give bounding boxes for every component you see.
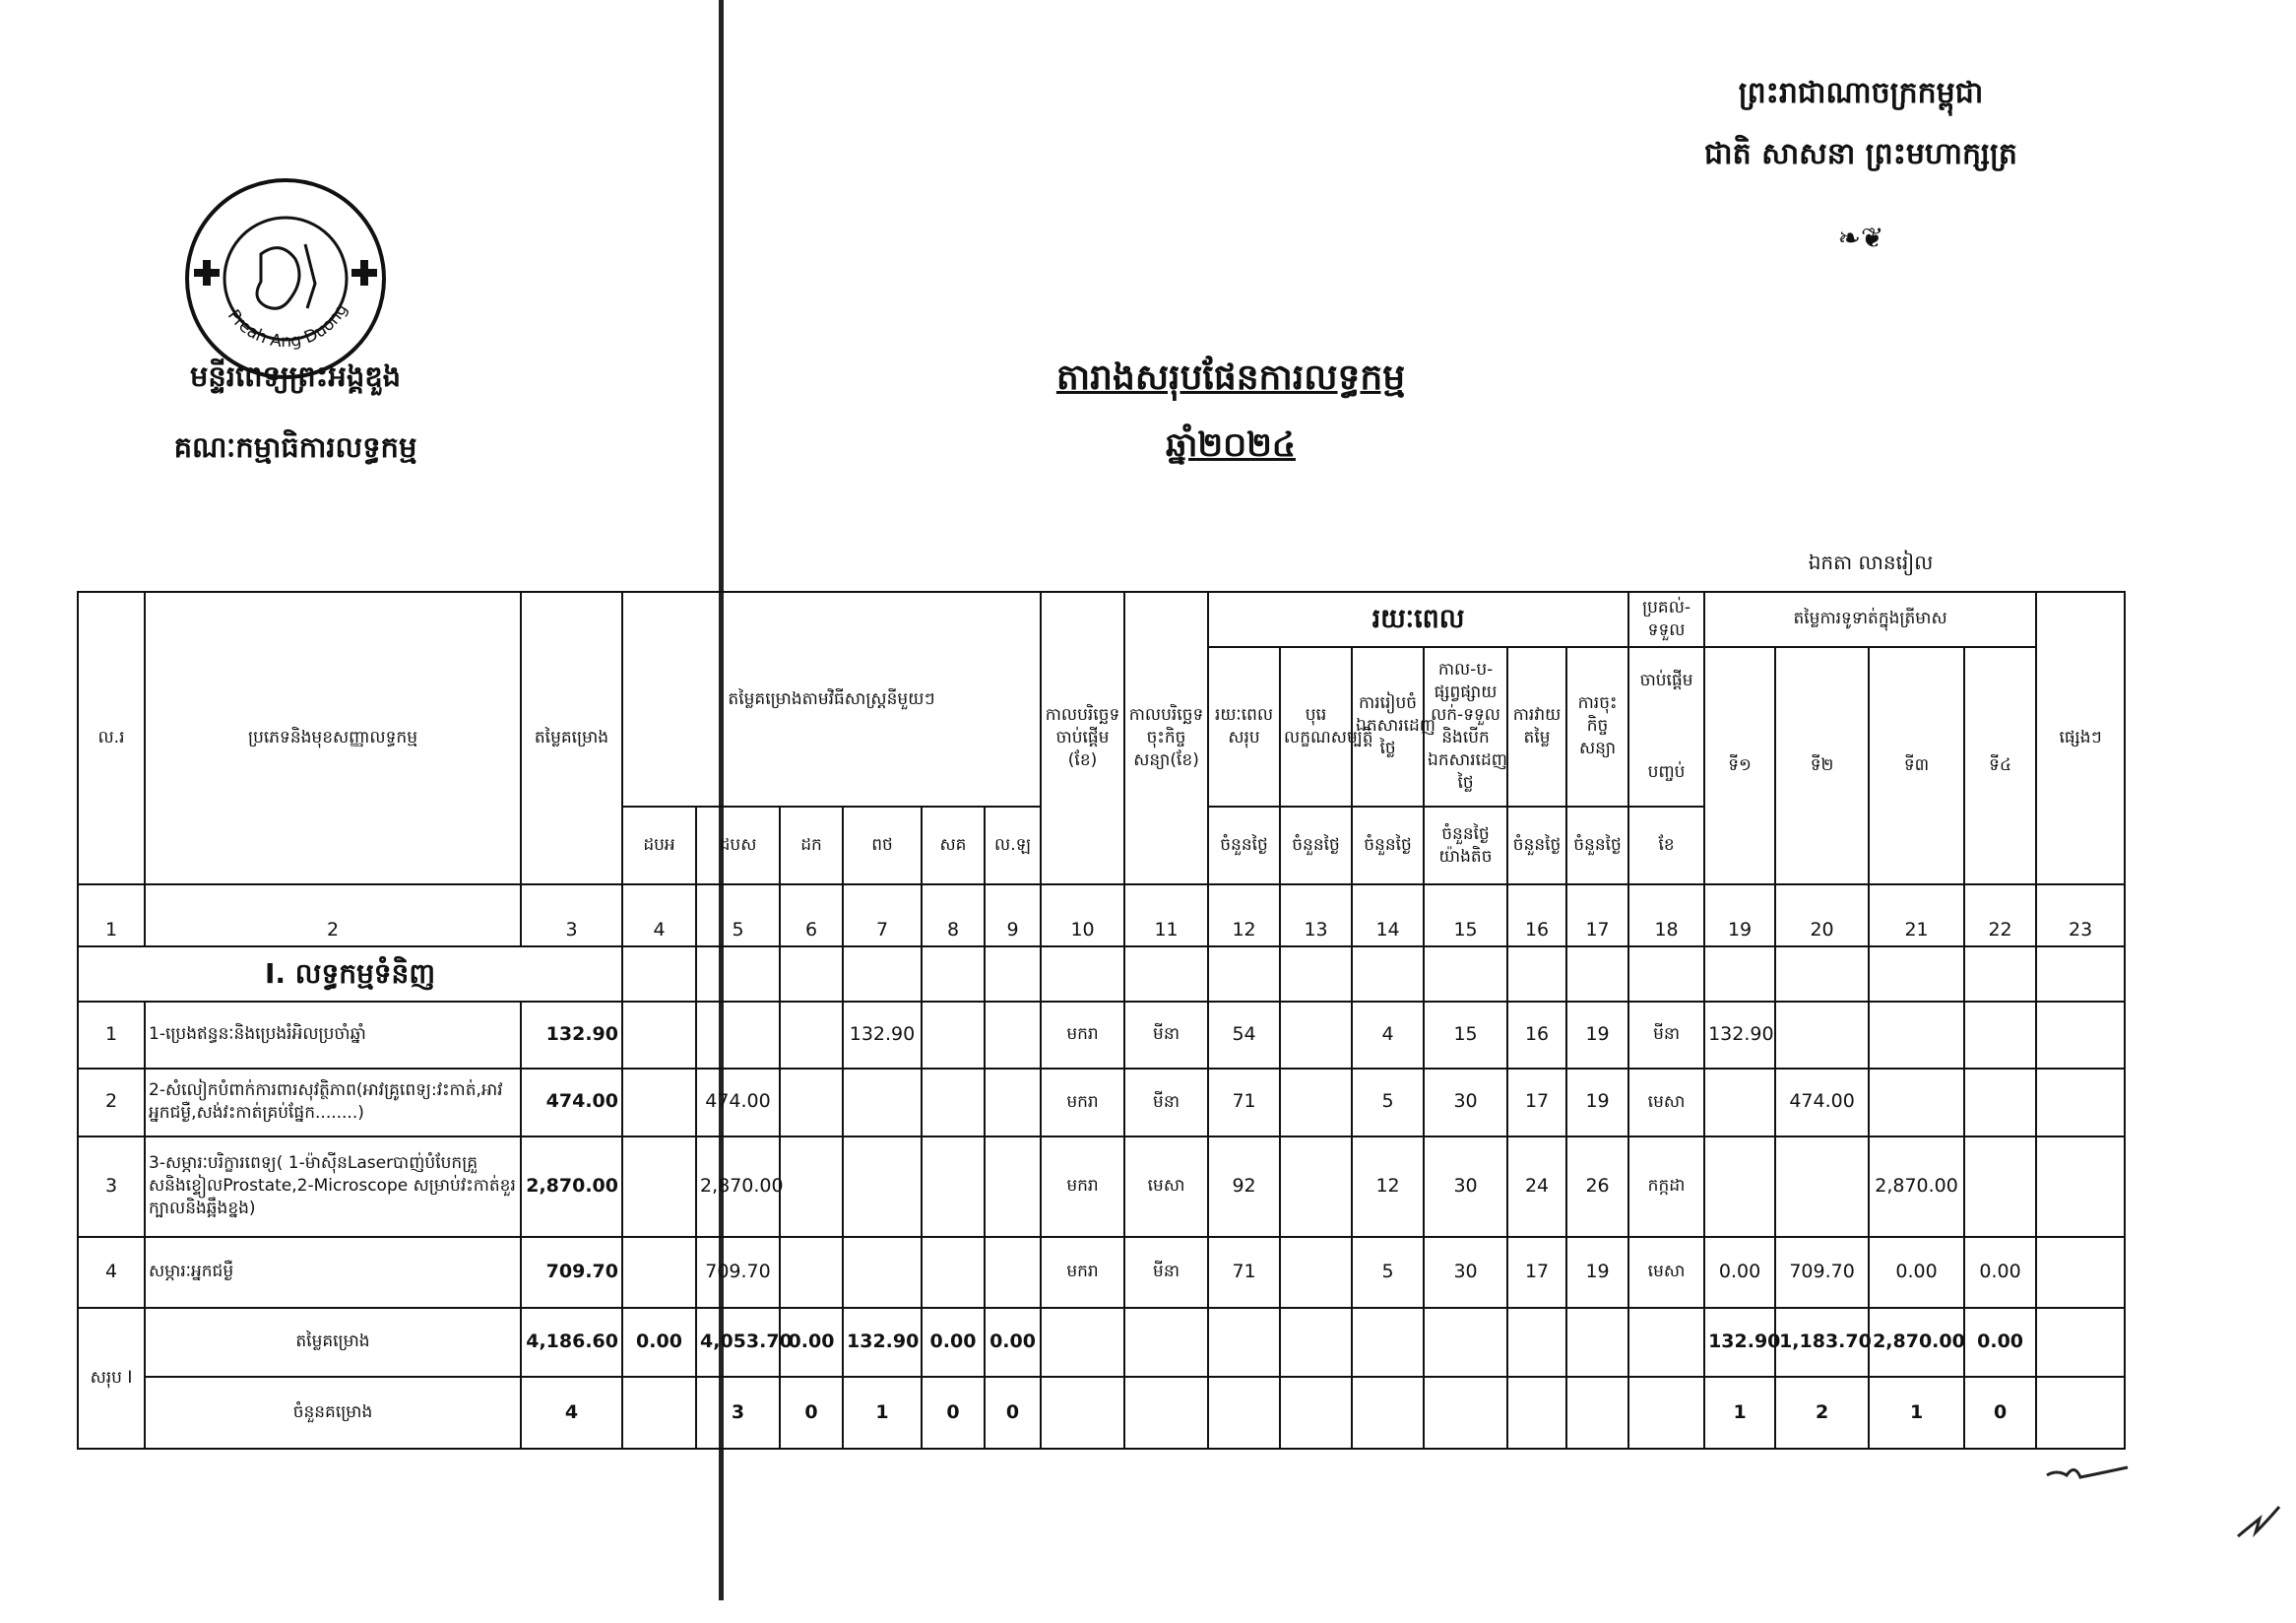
row-ll	[985, 1237, 1041, 1308]
row-sk	[922, 1136, 985, 1237]
row-duration-contract: 26	[1566, 1136, 1628, 1237]
row-contract-month: មេសា	[1124, 1136, 1208, 1237]
row-ll	[985, 1002, 1041, 1069]
signature-mark	[2235, 1502, 2284, 1545]
currency-unit: ឯកតា លានរៀល	[1808, 551, 1934, 574]
row-no: 4	[78, 1237, 145, 1308]
header-q2: ទី២	[1775, 647, 1869, 884]
row-pth	[843, 1136, 922, 1237]
row-q3: 0.00	[1869, 1237, 1964, 1308]
total-cost: 4,186.60	[521, 1308, 622, 1377]
col-number: 13	[1280, 884, 1352, 946]
header-quarter-payment: តម្លៃការទូទាត់ក្នុងត្រីមាស	[1704, 592, 2036, 647]
procurement-plan-table	[77, 591, 2126, 1450]
org-name: មន្ទីរពេទ្យព្រះអង្គឌួង	[189, 359, 402, 393]
row-duration-evaluation: 16	[1507, 1002, 1566, 1069]
row-ll	[985, 1136, 1041, 1237]
row-delivery-month: មេសា	[1628, 1069, 1704, 1136]
row-dk	[780, 1136, 843, 1237]
row-sk	[922, 1237, 985, 1308]
header-description: ប្រភេទនិងមុខសញ្ញាលទ្ធកម្ម	[145, 592, 521, 884]
page-title: តារាងសរុបផែនការលទ្ធកម្ម	[1055, 357, 1406, 398]
col-number: 2	[145, 884, 521, 946]
row-q2	[1775, 1002, 1869, 1069]
row-duration-prequal	[1280, 1069, 1352, 1136]
row-note	[2036, 1069, 2125, 1136]
row-pth	[843, 1069, 922, 1136]
delivery-start-label: ចាប់ផ្តើម	[1639, 670, 1693, 690]
row-duration-contract: 19	[1566, 1069, 1628, 1136]
row-note	[2036, 1002, 2125, 1069]
row-duration-docs: 4	[1352, 1002, 1424, 1069]
row-q1: 0.00	[1704, 1237, 1775, 1308]
header-no: ល.រ	[78, 592, 145, 884]
total-label: សរុប I	[78, 1308, 145, 1449]
row-dbor	[622, 1002, 696, 1069]
count-q4: 0	[1964, 1377, 2036, 1449]
row-duration-docs: 5	[1352, 1069, 1424, 1136]
count-cost: 4	[521, 1377, 622, 1449]
row-ll	[985, 1069, 1041, 1136]
row-q4	[1964, 1136, 2036, 1237]
row-contract-month: មីនា	[1124, 1002, 1208, 1069]
count-pth: 1	[843, 1377, 922, 1449]
header-unit-5: ចំនួនថ្ងៃ	[1566, 807, 1628, 884]
row-sk	[922, 1069, 985, 1136]
header-funding-1: ដបស	[696, 807, 780, 884]
header-duration-evaluation: ការវាយតម្លៃ	[1507, 647, 1566, 807]
row-note	[2036, 1237, 2125, 1308]
row-duration-evaluation: 17	[1507, 1069, 1566, 1136]
row-dbs: 2,870.00	[696, 1136, 780, 1237]
row-duration-prequal	[1280, 1002, 1352, 1069]
row-dk	[780, 1069, 843, 1136]
total-dbs: 4,053.70	[696, 1308, 780, 1377]
row-dbs: 709.70	[696, 1237, 780, 1308]
table-row	[78, 1237, 2125, 1308]
col-number: 20	[1775, 884, 1869, 946]
header-delivery-start	[1628, 647, 1704, 807]
row-duration-prequal	[1280, 1237, 1352, 1308]
header-q3: ទី៣	[1869, 647, 1964, 884]
hospital-seal-icon	[182, 175, 389, 382]
section-row	[78, 946, 2125, 1002]
col-number: 15	[1424, 884, 1507, 946]
row-q3	[1869, 1069, 1964, 1136]
row-dbs: 474.00	[696, 1069, 780, 1136]
header-delivery-unit: ខែ	[1628, 807, 1704, 884]
row-sk	[922, 1002, 985, 1069]
row-description: 1-ប្រេងឥន្ធនៈនិងប្រេងរំអិលប្រចាំឆ្នាំ	[145, 1002, 521, 1069]
motto-religion-king: ជាតិ សាសនា ព្រះមហាក្សត្រ	[1704, 137, 2017, 171]
count-dbs: 3	[696, 1377, 780, 1449]
row-duration-advertise: 30	[1424, 1136, 1507, 1237]
row-contract-month: មីនា	[1124, 1069, 1208, 1136]
col-number: 10	[1041, 884, 1124, 946]
section-title: I. លទ្ធកម្មទំនិញ	[78, 946, 622, 1002]
header-duration-advertise: កាល-ប-ផ្សព្វផ្សាយលក់-ទទួលនិងបើកឯកសារដេញថ្លៃ	[1424, 647, 1507, 807]
row-q4: 0.00	[1964, 1237, 2036, 1308]
col-number: 18	[1628, 884, 1704, 946]
col-number: 12	[1208, 884, 1280, 946]
row-q1	[1704, 1069, 1775, 1136]
row-cost: 709.70	[521, 1237, 622, 1308]
col-number: 11	[1124, 884, 1208, 946]
col-number: 5	[696, 884, 780, 946]
col-number: 9	[985, 884, 1041, 946]
row-cost: 474.00	[521, 1069, 622, 1136]
row-dbor	[622, 1136, 696, 1237]
delivery-end-label: បញ្ចប់	[1647, 761, 1686, 782]
count-dk: 0	[780, 1377, 843, 1449]
row-q1: 132.90	[1704, 1002, 1775, 1069]
header-q1: ទី១	[1704, 647, 1775, 884]
row-no: 3	[78, 1136, 145, 1237]
header-cost: តម្លៃគម្រោង	[521, 592, 622, 884]
header-q4: ទី៤	[1964, 647, 2036, 884]
header-contract-date: កាលបរិច្ឆេទចុះកិច្ចសន្យា(ខែ)	[1124, 592, 1208, 884]
header-funding-4: សគ	[922, 807, 985, 884]
header-duration-prequal: បុរេលក្ខណសម្បត្តិ	[1280, 647, 1352, 807]
col-number: 14	[1352, 884, 1424, 946]
motto-ornament: ❧❦	[1837, 222, 1884, 254]
row-start-month: មករា	[1041, 1069, 1124, 1136]
header-note: ផ្សេងៗ	[2036, 592, 2125, 884]
column-number-row	[78, 884, 2125, 946]
row-duration-total: 71	[1208, 1069, 1280, 1136]
col-number: 8	[922, 884, 985, 946]
row-start-month: មករា	[1041, 1002, 1124, 1069]
initials-mark	[2043, 1456, 2132, 1489]
header-unit-1: ចំនួនថ្ងៃ	[1280, 807, 1352, 884]
row-q1	[1704, 1136, 1775, 1237]
count-sk: 0	[922, 1377, 985, 1449]
row-q3: 2,870.00	[1869, 1136, 1964, 1237]
col-number: 3	[521, 884, 622, 946]
row-start-month: មករា	[1041, 1136, 1124, 1237]
total-q1: 132.90	[1704, 1308, 1775, 1377]
header-funding-3: ពថ	[843, 807, 922, 884]
total-cost-label: តម្លៃគម្រោង	[145, 1308, 521, 1377]
row-duration-docs: 12	[1352, 1136, 1424, 1237]
row-delivery-month: មេសា	[1628, 1237, 1704, 1308]
hospital-logo	[182, 175, 389, 382]
org-committee: គណៈកម្មាធិការលទ្ធកម្ម	[173, 430, 417, 464]
row-delivery-month: កក្កដា	[1628, 1136, 1704, 1237]
total-dk: 0.00	[780, 1308, 843, 1377]
row-pth: 132.90	[843, 1002, 922, 1069]
table-row	[78, 1002, 2125, 1069]
col-number: 23	[2036, 884, 2125, 946]
row-duration-contract: 19	[1566, 1002, 1628, 1069]
row-start-month: មករា	[1041, 1237, 1124, 1308]
page-year: ឆ្នាំ២០២៤	[1166, 425, 1296, 465]
row-cost: 2,870.00	[521, 1136, 622, 1237]
header-funding-2: ដក	[780, 807, 843, 884]
header-duration-total: រយៈពេលសរុប	[1208, 647, 1280, 807]
total-q3: 2,870.00	[1869, 1308, 1964, 1377]
total-count-row	[78, 1377, 2125, 1449]
row-dbor	[622, 1069, 696, 1136]
total-cost-row	[78, 1308, 2125, 1377]
row-duration-evaluation: 24	[1507, 1136, 1566, 1237]
total-count-label: ចំនួនគម្រោង	[145, 1377, 521, 1449]
col-number: 6	[780, 884, 843, 946]
col-number: 17	[1566, 884, 1628, 946]
row-q3	[1869, 1002, 1964, 1069]
count-q3: 1	[1869, 1377, 1964, 1449]
table-row	[78, 1136, 2125, 1237]
count-q2: 2	[1775, 1377, 1869, 1449]
svg-text:Preah Ang Duong Hospital: Preah Ang Duong	[223, 300, 352, 353]
header-unit-3: ចំនួនថ្ងៃយ៉ាងតិច	[1424, 807, 1507, 884]
header-delivery: ប្រគល់-ទទួល	[1628, 592, 1704, 647]
motto-nation: ព្រះរាជាណាចក្រកម្ពុជា	[1738, 76, 1984, 110]
col-number: 7	[843, 884, 922, 946]
row-duration-docs: 5	[1352, 1237, 1424, 1308]
row-duration-advertise: 30	[1424, 1069, 1507, 1136]
header-duration-contract: ការចុះកិច្ចសន្យា	[1566, 647, 1628, 807]
row-no: 1	[78, 1002, 145, 1069]
table-row	[78, 1069, 2125, 1136]
row-description: 2-សំលៀកបំពាក់ការពារសុវត្ថិភាព(អាវគ្រូពេទ្យ:វះកាត់,អាវអ្នកជម្ងឺ,សង់វះកាត់គ្រប់ផ្នែក........)	[145, 1069, 521, 1136]
header-duration-docs: ការរៀបចំឯកសារដេញថ្លៃ	[1352, 647, 1424, 807]
row-description: 3-សម្ភារៈបរិក្ខារពេទ្យ( 1-ម៉ាស៊ីនLaserបាញ់បំបែកគ្រួសនិងខ្ទៀលProstate,2-Microscope សម្រាប់វះកាត់ខួរក្បាលនិងឆ្អឹងខ្នង)	[145, 1136, 521, 1237]
row-note	[2036, 1136, 2125, 1237]
row-dk	[780, 1237, 843, 1308]
row-q2: 474.00	[1775, 1069, 1869, 1136]
count-q1: 1	[1704, 1377, 1775, 1449]
row-duration-evaluation: 17	[1507, 1237, 1566, 1308]
row-no: 2	[78, 1069, 145, 1136]
col-number: 21	[1869, 884, 1964, 946]
col-number: 22	[1964, 884, 2036, 946]
col-number: 16	[1507, 884, 1566, 946]
row-duration-advertise: 30	[1424, 1237, 1507, 1308]
header-funding-method: តម្លៃគម្រោងតាមវិធីសាស្ត្រនីមួយៗ	[622, 592, 1041, 807]
total-q2: 1,183.70	[1775, 1308, 1869, 1377]
row-q2	[1775, 1136, 1869, 1237]
row-duration-contract: 19	[1566, 1237, 1628, 1308]
total-q4: 0.00	[1964, 1308, 2036, 1377]
row-dbs	[696, 1002, 780, 1069]
total-sk: 0.00	[922, 1308, 985, 1377]
header-unit-4: ចំនួនថ្ងៃ	[1507, 807, 1566, 884]
count-ll: 0	[985, 1377, 1041, 1449]
total-dbor: 0.00	[622, 1308, 696, 1377]
row-q2: 709.70	[1775, 1237, 1869, 1308]
total-ll: 0.00	[985, 1308, 1041, 1377]
row-dk	[780, 1002, 843, 1069]
row-duration-total: 92	[1208, 1136, 1280, 1237]
row-duration-total: 71	[1208, 1237, 1280, 1308]
row-dbor	[622, 1237, 696, 1308]
row-contract-month: មីនា	[1124, 1237, 1208, 1308]
row-delivery-month: មីនា	[1628, 1002, 1704, 1069]
row-cost: 132.90	[521, 1002, 622, 1069]
header-unit-0: ចំនួនថ្ងៃ	[1208, 807, 1280, 884]
col-number: 19	[1704, 884, 1775, 946]
header-unit-2: ចំនួនថ្ងៃ	[1352, 807, 1424, 884]
col-number: 4	[622, 884, 696, 946]
row-duration-advertise: 15	[1424, 1002, 1507, 1069]
count-dbor	[622, 1377, 696, 1449]
row-duration-total: 54	[1208, 1002, 1280, 1069]
header-funding-0: ដបអ	[622, 807, 696, 884]
row-pth	[843, 1237, 922, 1308]
total-pth: 132.90	[843, 1308, 922, 1377]
row-duration-prequal	[1280, 1136, 1352, 1237]
row-description: សម្ភារៈអ្នកជម្ងឺ	[145, 1237, 521, 1308]
header-start-date: កាលបរិច្ឆេទចាប់ផ្តើម (ខែ)	[1041, 592, 1124, 884]
col-number: 1	[78, 884, 145, 946]
header-funding-5: ល.ឡ	[985, 807, 1041, 884]
row-q4	[1964, 1002, 2036, 1069]
header-duration: រយៈពេល	[1208, 592, 1628, 647]
row-q4	[1964, 1069, 2036, 1136]
